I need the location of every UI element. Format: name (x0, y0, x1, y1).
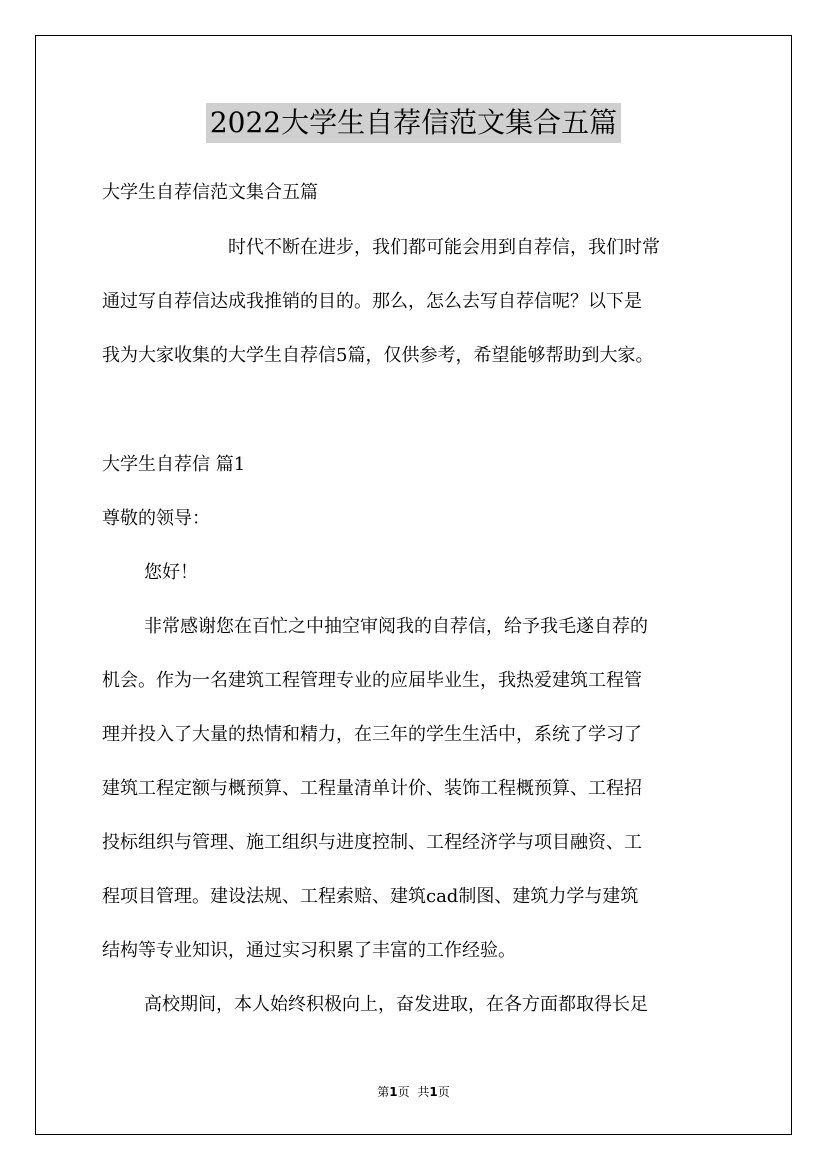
intro-line: 时代不断在进步，我们都可能会用到自荐信，我们时常 (228, 237, 660, 258)
intro-line: 我为大家收集的大学生自荐信5篇，仅供参考，希望能够帮助到大家。 (102, 345, 654, 366)
greeting: 您好！ (144, 562, 198, 583)
paragraph-line: 非常感谢您在百忙之中抽空审阅我的自荐信，给予我毛遂自荐的 (144, 616, 648, 637)
paragraph-line: 结构等专业知识，通过实习积累了丰富的工作经验。 (102, 940, 516, 961)
subtitle: 大学生自荐信范文集合五篇 (102, 182, 318, 203)
salutation: 尊敬的领导： (102, 508, 210, 529)
section-heading: 大学生自荐信 篇1 (102, 454, 246, 475)
paragraph-line: 高校期间，本人始终积极向上，奋发进取，在各方面都取得长足 (144, 994, 648, 1015)
footer-total-number: 1 (429, 1085, 438, 1099)
footer-page-suffix: 页 (397, 1085, 410, 1099)
paragraph-line: 建筑工程定额与概预算、工程量清单计价、装饰工程概预算、工程招 (102, 778, 642, 799)
footer-page-prefix: 第 (377, 1085, 390, 1099)
footer-page-number: 1 (389, 1085, 398, 1099)
paragraph-line: 机会。作为一名建筑工程管理专业的应届毕业生，我热爱建筑工程管 (102, 670, 642, 691)
document-title: 2022大学生自荐信范文集合五篇 (206, 103, 621, 143)
page-footer (0, 1083, 827, 1100)
paragraph-line: 投标组织与管理、施工组织与进度控制、工程经济学与项目融资、工 (102, 832, 642, 853)
paragraph-line: 程项目管理。建设法规、工程索赔、建筑cad制图、建筑力学与建筑 (102, 886, 639, 907)
footer-total-suffix: 页 (437, 1085, 450, 1099)
intro-line: 通过写自荐信达成我推销的目的。那么，怎么去写自荐信呢？以下是 (102, 291, 642, 312)
paragraph-line: 理并投入了大量的热情和精力，在三年的学生生活中，系统了学习了 (102, 724, 642, 745)
footer-total-prefix: 共 (417, 1085, 430, 1099)
title-container (0, 103, 827, 143)
